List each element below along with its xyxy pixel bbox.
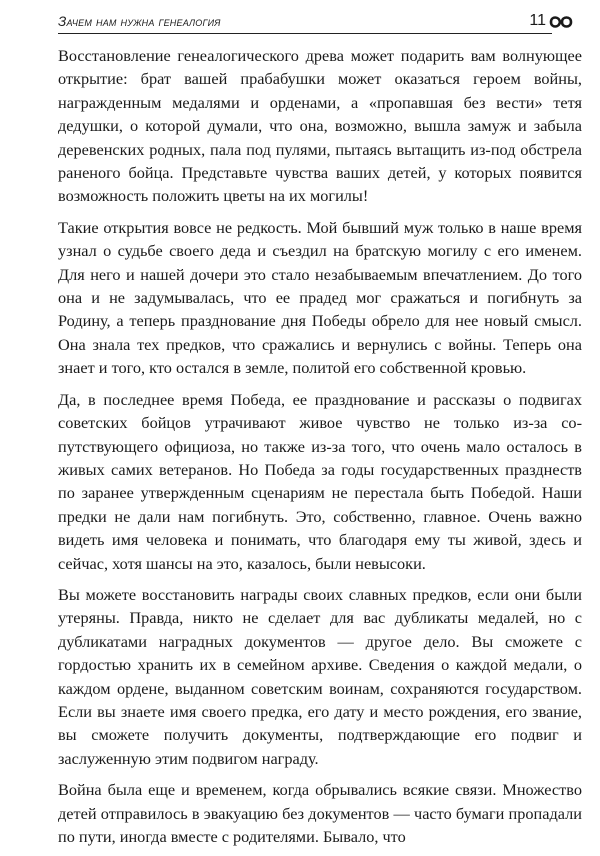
page-number: 11 <box>529 12 546 29</box>
paragraph-4: Вы можете восстановить награды своих славных предков, если они были утеряны. Правда, никто не сделает для вас дубликаты медалей, но с дубликатами наградных документов — другое дело. Вы сможете с гордостью хранить их в семейном архиве. Сведения о каждой медали, о каждом ордене, выданном советским воинам, сохраняются государством. Если вы знаете имя своего предка, его дату и место рождения, его звание, вы сможете получить документы, подтверждающие его подвиг и заслуженную этим подвигом награду. <box>58 584 582 768</box>
book-logo-icon <box>548 12 574 32</box>
page-body <box>58 44 582 856</box>
paragraph-5: Война была еще и временем, когда обрывались всякие связи. Множество детей отправилось в эвакуацию без документов — часто бумаги пропадали по пути, иногда вместе с родителями. Бывало, что <box>58 780 582 846</box>
paragraph-1: Восстановление генеалогического древа может подарить вам волнующее открытие: брат вашей прабабушки может оказаться героем войны, награжденным медалями и орденами, а «пропавшая без вести» тетя дедушки, о которой думали, что она, возможно, вышла замуж и забыла деревенских родных, пала под пулями, пытаясь вытащить из-под обстрела раненого бойца. Представьте чувства ваших детей, у которых появится возможность положить цветы на их могилы! <box>58 46 582 206</box>
paragraph-3: Да, в последнее время Победа, ее празднование и рассказы о подвигах советских бойцов утрачивают живое чувство не только из-за сопутствующего официоза, но также из-за того, что очень мало осталось в живых самих ветеранов. Но Победа за годы государственных празднеств по заранее утвержденным сценариям не перестала быть Победой. Наши предки не дали нам погибнуть. Это, собственно, главное. Очень важно видеть имя человека и понимать, что благодаря ему ты живой, здесь и сейчас, хотя шансы на это, казалось, были невысоки. <box>58 389 582 573</box>
page-header <box>58 10 582 34</box>
header-rule <box>58 33 552 34</box>
paragraph-2: Такие открытия вовсе не редкость. Мой бывший муж только в наше время узнал о судьбе своего деда и съездил на братскую могилу с его именем. Для него и нашей дочери это стало незабываемым впечатлением. До того она и не задумывалась, что ее прадед мог сражаться и погибнуть за Родину, а теперь празднование дня Победы обрело для нее новый смысл. Она знала тех предков, что сражались и вернулись с войны. Теперь она знает и того, кто остался в земле, политой его собственной кровью. <box>58 217 582 378</box>
running-title: Зачем нам нужна генеалогия <box>58 14 221 29</box>
